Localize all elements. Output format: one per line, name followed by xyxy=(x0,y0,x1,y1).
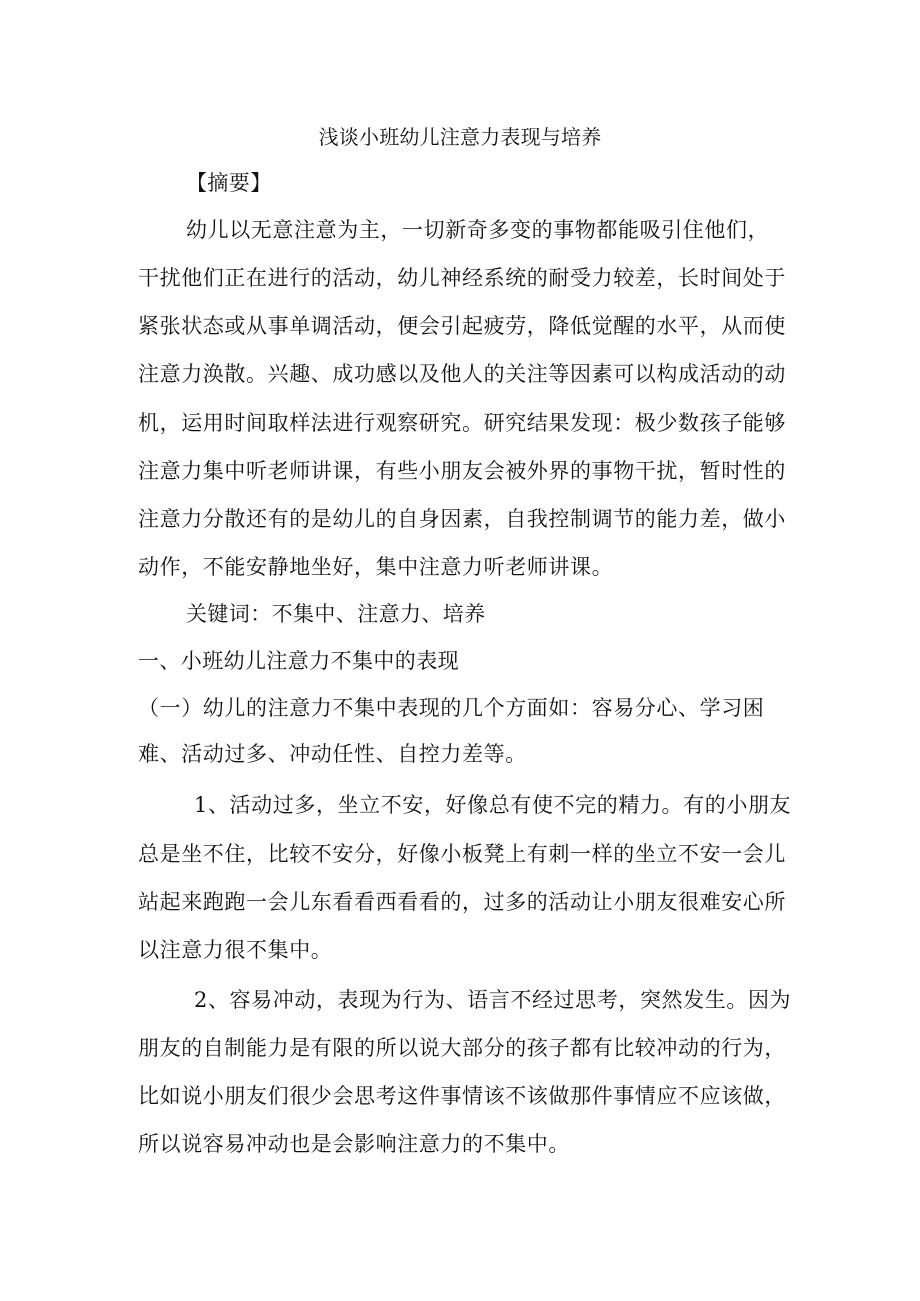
point-line: 1、活动过多，坐立不安，好像总有使不完的精力。有的小朋友 xyxy=(194,793,792,817)
subsection-line: （一）幼儿的注意力不集中表现的几个方面如：容易分心、学习困 xyxy=(138,696,765,720)
abstract-line: 动作，不能安静地坐好，集中注意力听老师讲课。 xyxy=(138,555,614,579)
abstract-line: 注意力集中听老师讲课，有些小朋友会被外界的事物干扰，暂时性的 xyxy=(138,459,786,483)
point-line: 所以说容易冲动也是会影响注意力的不集中。 xyxy=(138,1132,570,1156)
document-title: 浅谈小班幼儿注意力表现与培养 xyxy=(318,125,602,149)
keywords-line: 关键词：不集中、注意力、培养 xyxy=(186,602,486,626)
subsection-line: 难、活动过多、冲动任性、自控力差等。 xyxy=(138,742,527,766)
abstract-line: 机，运用时间取样法进行观察研究。研究结果发现：极少数孩子能够 xyxy=(138,411,786,435)
abstract-line: 幼儿以无意注意为主，一切新奇多变的事物都能吸引住他们， xyxy=(186,218,770,242)
point-line: 朋友的自制能力是有限的所以说大部分的孩子都有比较冲动的行为， xyxy=(138,1036,786,1060)
point-line: 2、容易冲动，表现为行为、语言不经过思考，突然发生。因为 xyxy=(194,988,792,1012)
abstract-heading: 【摘要】 xyxy=(186,171,272,195)
abstract-line: 干扰他们正在进行的活动，幼儿神经系统的耐受力较差，长时间处于 xyxy=(138,266,786,290)
point-line: 总是坐不住，比较不安分，好像小板凳上有刺一样的坐立不安一会儿 xyxy=(138,842,786,866)
abstract-line: 注意力分散还有的是幼儿的自身因素，自我控制调节的能力差，做小 xyxy=(138,507,786,531)
point-line: 比如说小朋友们很少会思考这件事情该不该做那件事情应不应该做， xyxy=(138,1084,786,1108)
abstract-line: 紧张状态或从事单调活动，便会引起疲劳，降低觉醒的水平，从而使 xyxy=(138,314,786,338)
section-heading: 一、小班幼儿注意力不集中的表现 xyxy=(138,649,459,673)
abstract-line: 注意力涣散。兴趣、成功感以及他人的关注等因素可以构成活动的动 xyxy=(138,362,786,386)
point-line: 以注意力很不集中。 xyxy=(138,938,333,962)
point-line: 站起来跑跑一会儿东看看西看看的，过多的活动让小朋友很难安心所 xyxy=(138,890,786,914)
